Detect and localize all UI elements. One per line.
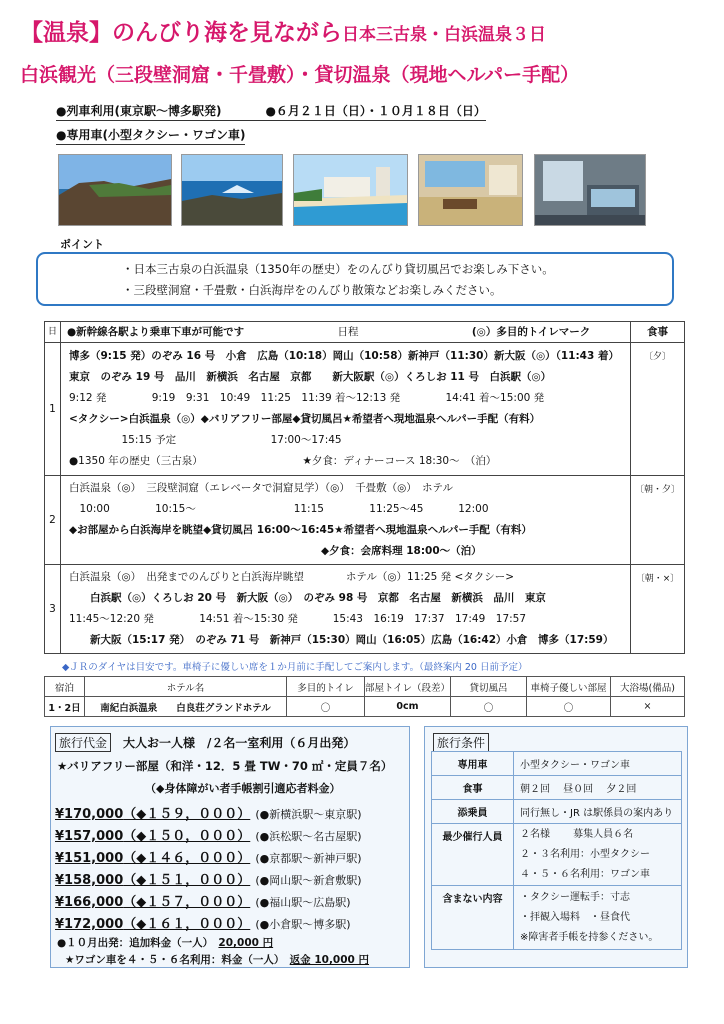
- schedule-line: 9:12 発 9:19 9:31 10:49 11:25 11:39 着～12:13 発 14:41 着～15:00 発: [69, 392, 545, 404]
- train-info: ●列車利用(東京駅～博多駅発) ●６月２１日（日）・１０月１８日（日）: [56, 102, 486, 121]
- room-info: ★バリアフリー部屋（和洋・12．5 畳 TW・70 ㎡・定員７名）: [57, 759, 393, 773]
- hotel-row: [45, 697, 685, 717]
- header-meal: 食事: [631, 322, 685, 343]
- day-number: 1: [45, 343, 61, 476]
- price-row-2: ¥157,000（◆１５０，０００） (●浜松駅～名古屋駅): [55, 829, 362, 844]
- hotel-cell: 1・2日: [45, 697, 85, 717]
- condition-value: ・拝観入場料 ・昼食代: [520, 911, 630, 923]
- condition-value: 朝２回 昼０回 夕２回: [514, 776, 682, 800]
- schedule-line: 東京 のぞみ 19 号 品川 新横浜 名古屋 京都 新大阪駅（◎）くろしお 11 号 白浜駅（◎）: [69, 371, 552, 383]
- schedule-line: 白浜駅（◎）くろしお 20 号 新大阪（◎） のぞみ 98 号 京都 名古屋 新横浜 品川 東京: [69, 592, 546, 604]
- condition-value: ・タクシー運転手：寸志: [520, 891, 630, 903]
- schedule-line: 白浜温泉（◎） 出発までのんびりと白浜海岸眺望 ホテル（◎）11:25 発 <タクシー>: [69, 571, 515, 583]
- price-row-4: ¥158,000（◆１５１，０００） (●岡山駅～新倉敷駅): [55, 873, 362, 888]
- hotel-beach-photo: [293, 154, 408, 226]
- condition-row: [432, 752, 682, 776]
- sub-title: 白浜観光（三段壁洞窟・千畳敷）・貸切温泉（現地ヘルパー手配）: [20, 64, 580, 86]
- hotel-cell: 0cm: [365, 697, 451, 717]
- condition-key: 専用車: [432, 752, 514, 776]
- condition-key: 最少催行人員: [432, 824, 514, 886]
- hotel-cell: 南紀白浜温泉 白良荘グランドホテル: [85, 697, 287, 717]
- schedule-line: 11:45～12:20 発 14:51 着～15:30 発 15:43 16:19 17:37 17:49 17:57: [69, 613, 527, 625]
- itinerary-table: [44, 321, 685, 654]
- schedule-line: 白浜温泉（◎） 三段壁洞窟（エレベータで洞窟見学）（◎） 千畳敷（◎） ホテル: [69, 482, 453, 494]
- condition-value: 小型タクシー・ワゴン車: [514, 752, 682, 776]
- point-line-1: ・日本三古泉の白浜温泉（1350年の歴史）をのんびり貸切風呂でお楽しみ下さい。: [122, 262, 554, 276]
- vehicle-info: ●専用車(小型タクシー・ワゴン車): [56, 126, 245, 145]
- schedule-line: 10:00 10:15～ 11:15 11:25～45 12:00: [69, 503, 489, 515]
- point-line-2: ・三段壁洞窟・千畳敷・白浜海岸をのんびり散策などお楽しみください。: [122, 283, 502, 297]
- header-day: 日: [45, 322, 61, 343]
- condition-row: [432, 824, 682, 886]
- price-header: 大人お一人様 /２名一室利用（６月出発）: [123, 736, 356, 750]
- hotel-cell: 〇: [527, 697, 611, 717]
- condition-key: 食事: [432, 776, 514, 800]
- condition-value: ４・５・６名利用：ワゴン車: [520, 868, 650, 880]
- hotel-header: 部屋トイレ（段差）: [365, 677, 451, 697]
- price-row-6: ¥172,000（◆１６１，０００） (●小倉駅～博多駅): [55, 917, 351, 932]
- departure-dates: ●６月２１日（日）・１０月１８日（日）: [265, 104, 486, 118]
- point-box: [36, 252, 674, 306]
- schedule-line: 博多（9:15 発）のぞみ 16 号 小倉 広島（10:18）岡山（10:58）新神戸（11:30）新大阪（◎）（11:43 着）: [69, 350, 619, 362]
- point-label: ポイント: [60, 238, 104, 251]
- main-title: 【温泉】のんびり海を見ながら日本三古泉・白浜温泉３日: [20, 20, 546, 46]
- header-schedule: ●新幹線各駅より乗車下車が可能です 日程 (◎）多目的トイレマーク: [61, 322, 631, 343]
- schedule-line: 15:15 予定 17:00～17:45: [69, 434, 342, 446]
- condition-value: 同行無し・JR は駅係員の案内あり: [514, 800, 682, 824]
- wagon-refund: ★ワゴン車を４・５・６名利用：料金（一人） 返金 10,000 円: [65, 954, 370, 966]
- condition-value: ２・３名利用：小型タクシー: [520, 848, 650, 860]
- hotel-header: 車椅子優しい部屋: [527, 677, 611, 697]
- condition-value: ２名様 募集人員６名: [520, 828, 634, 840]
- price-box: [50, 726, 410, 968]
- hotel-header: 宿泊: [45, 677, 85, 697]
- cliff-coast-photo: [58, 154, 172, 226]
- hotel-cell: 〇: [451, 697, 527, 717]
- hotel-header: 多目的トイレ: [287, 677, 365, 697]
- condition-key: 含まない内容: [432, 886, 514, 950]
- hotel-cell: 〇: [287, 697, 365, 717]
- price-row-1: ¥170,000（◆１５９，０００） (●新横浜駅～東京駅): [55, 807, 362, 822]
- conditions-box: [424, 726, 688, 968]
- bath-room-photo: [534, 154, 646, 226]
- schedule-line: 新大阪（15:17 発） のぞみ 71 号 新神戸（15:30）岡山（16:05）広島（16:42）小倉 博多（17:59）: [69, 634, 614, 646]
- schedule-line: <タクシー>白浜温泉（◎）◆バリアフリー部屋◆貸切風呂★希望者へ現地温泉ヘルパー手配（有料）: [69, 413, 541, 425]
- condition-key: 添乗員: [432, 800, 514, 824]
- hotel-header-row: [45, 677, 685, 697]
- hotel-header: 大浴場(備品): [611, 677, 685, 697]
- day-number: 2: [45, 476, 61, 565]
- conditions-label: 旅行条件: [433, 733, 489, 752]
- schedule-line: ◆夕食：会席料理 18:00～（泊）: [69, 545, 482, 557]
- jr-note: ◆ＪＲのダイヤは目安です。車椅子に優しい席を１か月前に手配してご案内します。（最終案内 20 日前予定）: [62, 662, 528, 673]
- october-surcharge: ●１０月出発：追加料金（一人） 20,000 円: [57, 937, 274, 949]
- japanese-room-photo: [418, 154, 523, 226]
- conditions-table: [431, 751, 682, 950]
- day-row-1: [45, 343, 685, 476]
- itinerary-header: [45, 322, 685, 343]
- meal-info: 〔夕〕: [631, 343, 685, 476]
- condition-row: [432, 800, 682, 824]
- hotel-header: 貸切風呂: [451, 677, 527, 697]
- condition-value: ※障害者手帳を持参ください。: [520, 931, 659, 943]
- condition-row: [432, 776, 682, 800]
- price-label: 旅行代金: [55, 733, 111, 752]
- sea-rocks-photo: [181, 154, 283, 226]
- condition-row: [432, 886, 682, 950]
- schedule-line: ◆お部屋から白浜海岸を眺望◆貸切風呂 16:00～16:45★希望者へ現地温泉ヘルパー手配（有料）: [69, 524, 532, 536]
- day-number: 3: [45, 565, 61, 654]
- schedule-line: ●1350 年の歴史（三古泉） ★夕食：ディナーコース 18:30～ （泊）: [69, 455, 497, 467]
- day-row-3: [45, 565, 685, 654]
- day-row-2: [45, 476, 685, 565]
- meal-info: 〔朝・夕〕: [631, 476, 685, 565]
- hotel-header: ホテル名: [85, 677, 287, 697]
- discount-note: （◆身体障がい者手帳割引適応者料金）: [145, 782, 341, 795]
- hotel-table: [44, 676, 685, 717]
- price-row-5: ¥166,000（◆１５７，０００） (●福山駅～広島駅): [55, 895, 351, 910]
- meal-info: 〔朝・×〕: [631, 565, 685, 654]
- hotel-cell: ×: [611, 697, 685, 717]
- price-row-3: ¥151,000（◆１４６，０００） (●京都駅～新神戸駅): [55, 851, 362, 866]
